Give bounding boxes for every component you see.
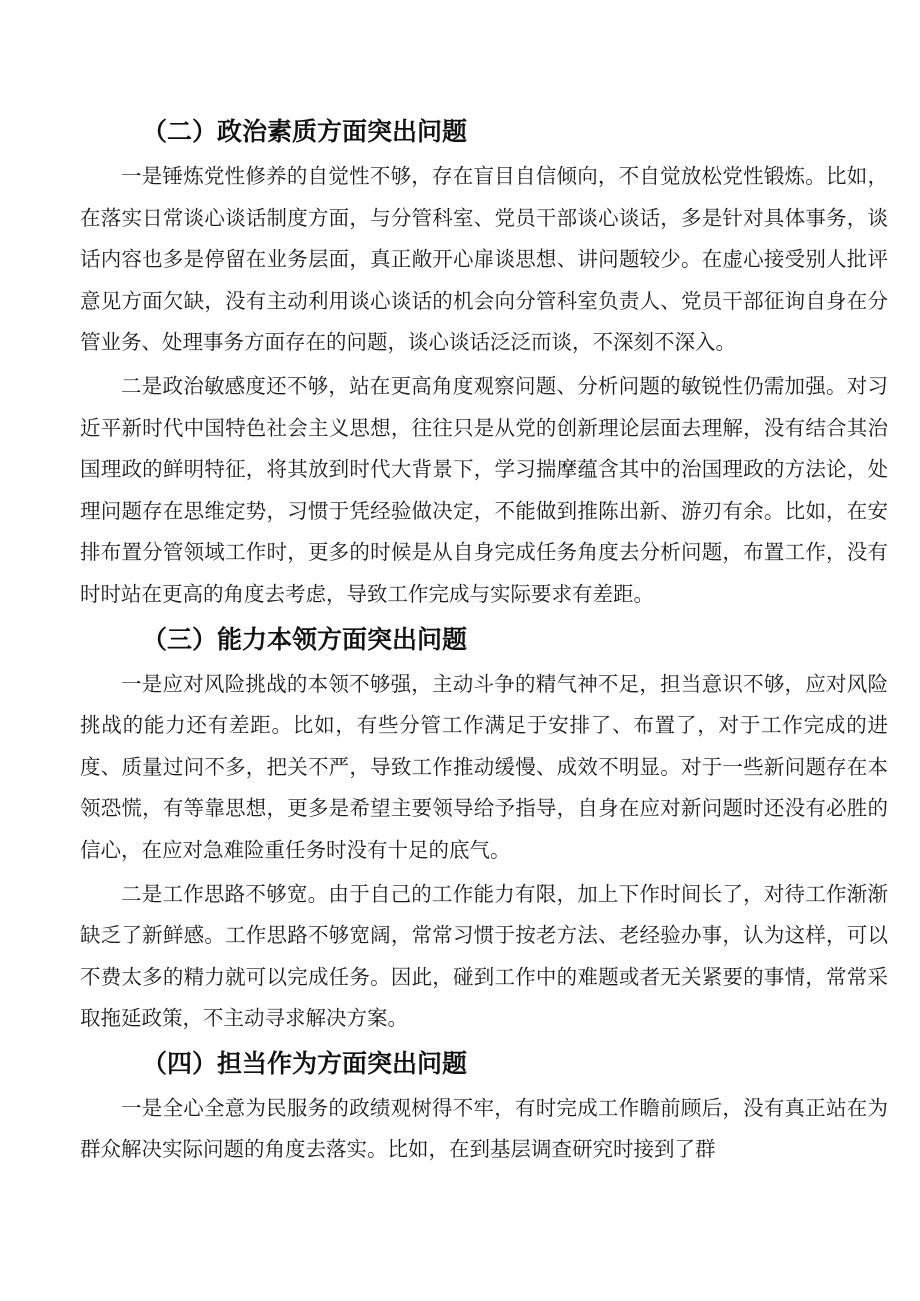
paragraph: 二是政治敏感度还不够，站在更高角度观察问题、分析问题的敏锐性仍需加强。对习近平新时代中国特色社会主义思想，往往只是从党的创新理论层面去理解，没有结合其治国理政的鲜明特征，将其放到时代大背景下，学习揣摩蕴含其中的治国理政的方法论，处理问题存在思维定势，习惯于凭经验做决定，不能做到推陈出新、游刃有余。比如，在安排布置分管领域工作时，更多的时候是从自身完成任务角度去分析问题，布置工作，没有时时站在更高的角度去考虑，导致工作完成与实际要求有差距。 <box>80 373 888 606</box>
section-heading-3: （三）能力本领方面突出问题 <box>142 624 468 654</box>
paragraph: 二是工作思路不够宽。由于自己的工作能力有限，加上下作时间长了，对待工作渐渐缺乏了新鲜感。工作思路不够宽阔，常常习惯于按老方法、老经验办事，认为这样，可以不费太多的精力就可以完成任务。因此，碰到工作中的难题或者无关紧要的事情，常常采取拖延政策，不主动寻求解决方案。 <box>80 881 888 1031</box>
paragraph: 一是全心全意为民服务的政绩观树得不牢，有时完成工作瞻前顾后，没有真正站在为群众解决实际问题的角度去落实。比如，在到基层调查研究时接到了群 <box>80 1095 888 1162</box>
section-heading-4: （四）担当作为方面突出问题 <box>142 1048 468 1078</box>
paragraph: 一是应对风险挑战的本领不够强，主动斗争的精气神不足，担当意识不够，应对风险挑战的能力还有差距。比如，有些分管工作满足于安排了、布置了，对于工作完成的进度、质量过问不多，把关不严，导致工作推动缓慢、成效不明显。对于一些新问题存在本领恐慌，有等靠思想，更多是希望主要领导给予指导，自身在应对新问题时还没有必胜的信心，在应对急难险重任务时没有十足的底气。 <box>80 671 888 862</box>
document-body <box>80 108 888 1171</box>
section-heading-2: （二）政治素质方面突出问题 <box>142 117 468 146</box>
paragraph: 一是锤炼党性修养的自觉性不够，存在盲目自信倾向，不自觉放松党性锻炼。比如，在落实日常谈心谈话制度方面，与分管科室、党员干部谈心谈话，多是针对具体事务，谈话内容也多是停留在业务层面，真正敞开心扉谈思想、讲问题较少。在虚心接受别人批评意见方面欠缺，没有主动利用谈心谈话的机会向分管科室负责人、党员干部征询自身在分管业务、处理事务方面存在的问题，谈心谈话泛泛而谈，不深刻不深入。 <box>80 164 888 355</box>
